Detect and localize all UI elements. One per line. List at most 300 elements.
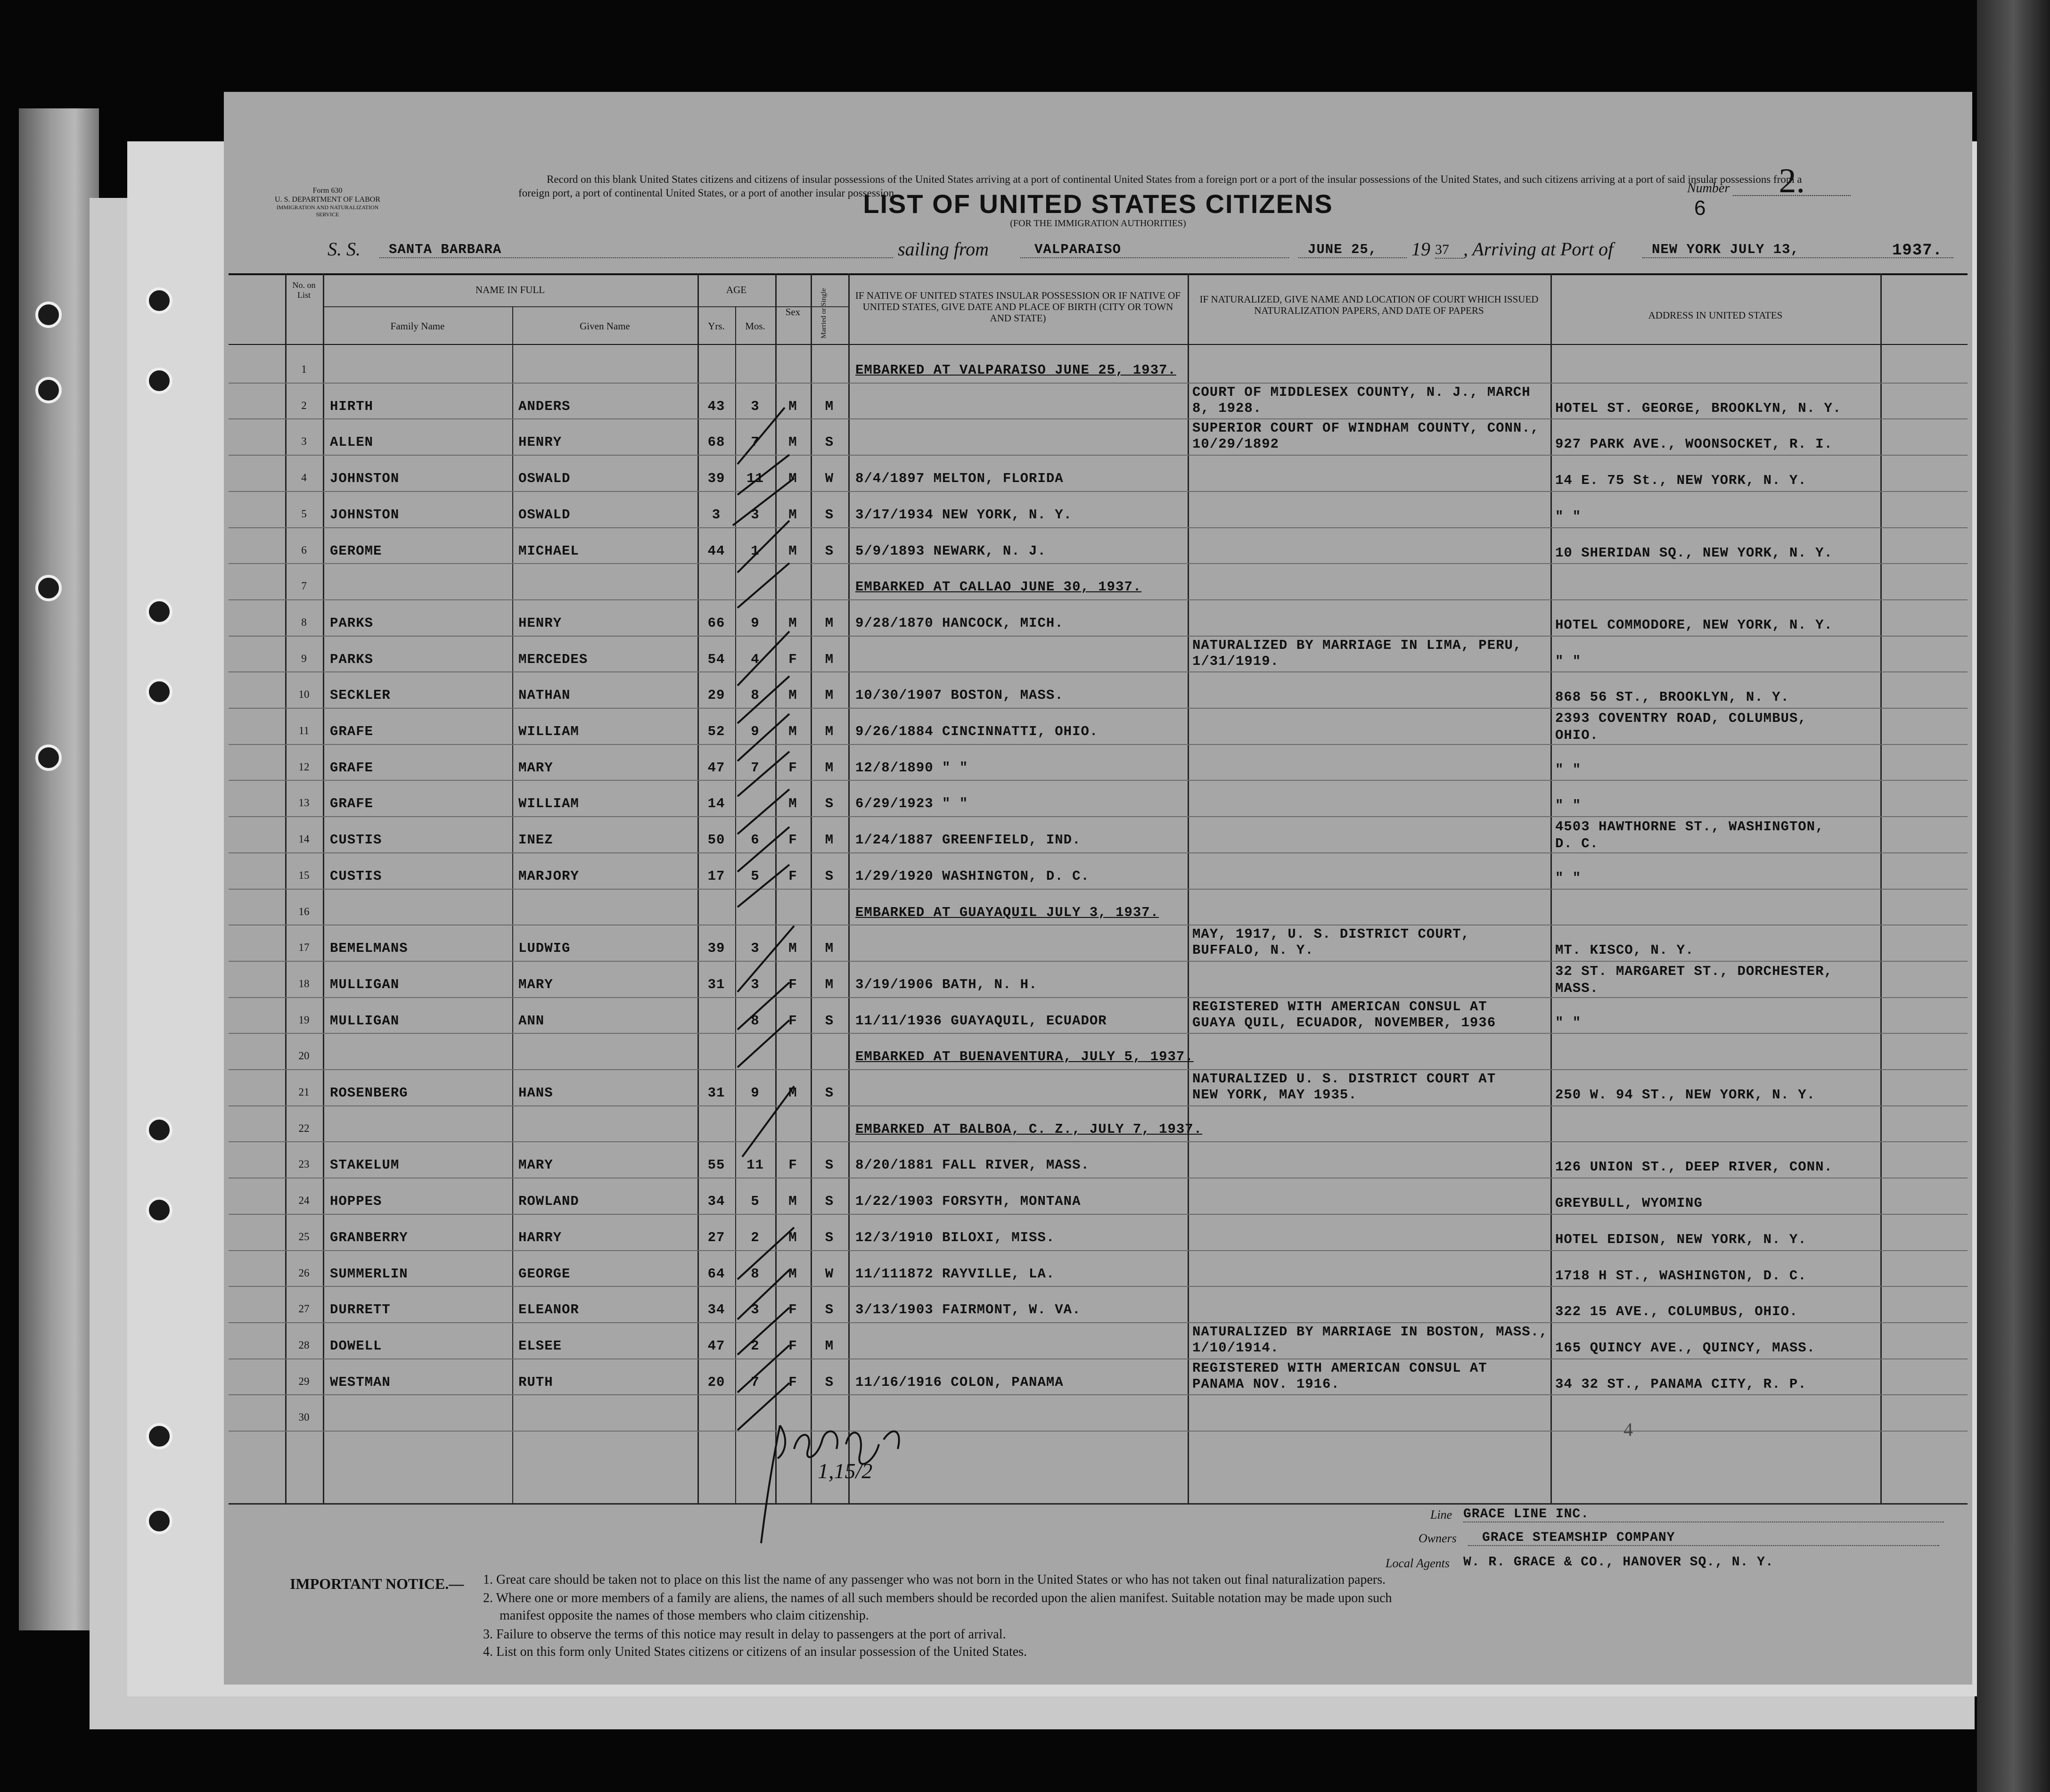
embarkation-heading: EMBARKED AT BALBOA, C. Z., JULY 7, 1937. <box>855 1121 1203 1137</box>
sex: M <box>788 941 797 957</box>
row-number: 3 <box>301 435 307 448</box>
header-bottom-border <box>229 344 1968 345</box>
birth-info: 10/30/1907 BOSTON, MASS. <box>855 687 1064 704</box>
row-number: 5 <box>301 507 307 520</box>
notice-4: 4. List on this form only United States citizens or citizens of an insular possession of the United States. <box>483 1645 1027 1659</box>
address-line-1: HOTEL EDISON, NEW YORK, N. Y. <box>1555 1231 1807 1247</box>
handwritten-note: 1,15/2 <box>818 1459 873 1483</box>
sex: M <box>788 796 797 812</box>
row-number: 6 <box>301 544 307 556</box>
address-line-1: 10 SHERIDAN SQ., NEW YORK, N. Y. <box>1555 545 1833 561</box>
agents-value: W. R. GRACE & CO., HANOVER SQ., N. Y. <box>1463 1555 1774 1570</box>
address-line-1: 927 PARK AVE., WOONSOCKET, R. I. <box>1555 436 1833 452</box>
marital-status: S <box>825 1374 834 1390</box>
address-line-1: 868 56 ST., BROOKLYN, N. Y. <box>1555 689 1789 705</box>
checkmark-column <box>719 393 827 1477</box>
marital-status: S <box>825 868 834 884</box>
age-years: 64 <box>707 1266 725 1282</box>
given-name: WILLIAM <box>518 724 579 739</box>
marital-status: W <box>825 1266 834 1282</box>
age-months: 3 <box>751 1302 760 1318</box>
birth-info: 11/111872 RAYVILLE, LA. <box>855 1266 1055 1282</box>
binder-hole <box>146 368 172 394</box>
age-years: 27 <box>707 1229 725 1245</box>
age-months: 3 <box>751 398 760 414</box>
row-number: 10 <box>298 688 310 701</box>
header-married-or-single: Married or Single <box>820 288 828 339</box>
birth-info: 12/3/1910 BILOXI, MISS. <box>855 1229 1055 1245</box>
sex: M <box>788 398 797 414</box>
embarkation-heading: EMBARKED AT GUAYAQUIL JULY 3, 1937. <box>855 904 1159 920</box>
marital-status: W <box>825 471 834 487</box>
family-name: ROSENBERG <box>330 1085 408 1101</box>
sex: F <box>788 1374 797 1390</box>
binder-hole <box>146 1197 172 1223</box>
row-number: 28 <box>298 1339 310 1351</box>
family-name: BEMELMANS <box>330 941 408 957</box>
right-binding-strip <box>1977 0 2050 1792</box>
age-months: 3 <box>751 941 760 957</box>
age-years: 17 <box>707 868 725 884</box>
family-name: HIRTH <box>330 398 374 414</box>
sex: F <box>788 1338 797 1354</box>
page-subtitle: (FOR THE IMMIGRATION AUTHORITIES) <box>1010 218 1186 229</box>
address-line-2: D. C. <box>1555 836 1599 852</box>
address-line-1: 1718 H ST., WASHINGTON, D. C. <box>1555 1268 1807 1284</box>
row-number: 26 <box>298 1267 310 1279</box>
given-name: LUDWIG <box>518 941 571 957</box>
row-divider <box>229 1358 1968 1359</box>
row-divider <box>229 1431 1968 1432</box>
birth-info: 9/26/1884 CINCINNATTI, OHIO. <box>855 724 1099 739</box>
sex: M <box>788 1229 797 1245</box>
sex: F <box>788 832 797 848</box>
row-divider <box>229 491 1968 492</box>
age-header-divider <box>697 306 775 307</box>
sex: M <box>788 615 797 631</box>
naturalization-line-2: 1/31/1919. <box>1192 653 1279 669</box>
row-number: 27 <box>298 1303 310 1315</box>
given-name: HENRY <box>518 434 562 450</box>
family-name: HOPPES <box>330 1194 382 1210</box>
left-binding-strip <box>19 108 99 1630</box>
age-months: 8 <box>751 687 760 704</box>
birth-info: 9/28/1870 HANCOCK, MICH. <box>855 615 1064 631</box>
address-line-1: " " <box>1555 798 1582 814</box>
given-name: MARJORY <box>518 868 579 884</box>
family-name: JOHNSTON <box>330 507 400 523</box>
birth-info: 12/8/1890 " " <box>855 760 968 776</box>
marital-status: S <box>825 543 834 559</box>
binder-hole <box>146 679 172 705</box>
age-months: 1 <box>751 543 760 559</box>
family-name: GRANBERRY <box>330 1229 408 1245</box>
given-name: GEORGE <box>518 1266 571 1282</box>
naturalization-line-2: 8, 1928. <box>1192 400 1262 416</box>
age-months: 5 <box>751 868 760 884</box>
sex: M <box>788 687 797 704</box>
address-line-2: MASS. <box>1555 980 1599 996</box>
naturalization-line-1: MAY, 1917, U. S. DISTRICT COURT, <box>1192 926 1470 942</box>
address-line-1: 322 15 AVE., COLUMBUS, OHIO. <box>1555 1304 1798 1320</box>
binder-hole <box>146 1423 172 1449</box>
row-number: 7 <box>301 580 307 592</box>
age-years: 29 <box>707 687 725 704</box>
age-months: 8 <box>751 1013 760 1029</box>
age-years: 31 <box>707 1085 725 1101</box>
family-name: GRAFE <box>330 760 374 776</box>
address-line-1: 14 E. 75 St., NEW YORK, N. Y. <box>1555 473 1807 489</box>
row-divider <box>229 997 1968 998</box>
address-line-1: 2393 COVENTRY ROAD, COLUMBUS, <box>1555 711 1807 726</box>
birth-info: 11/11/1936 GUAYAQUIL, ECUADOR <box>855 1013 1107 1029</box>
sex: F <box>788 651 797 667</box>
given-name: MICHAEL <box>518 543 579 559</box>
age-months: 11 <box>746 1157 764 1173</box>
marital-status: M <box>825 615 834 631</box>
given-name: ANDERS <box>518 398 571 414</box>
sex: M <box>788 1194 797 1210</box>
department: U. S. DEPARTMENT OF LABOR <box>275 196 380 204</box>
header-age: AGE <box>726 284 747 295</box>
family-name: SECKLER <box>330 687 391 704</box>
given-name: ANN <box>518 1013 545 1029</box>
ship-name: SANTA BARBARA <box>379 242 893 258</box>
row-divider <box>229 1250 1968 1251</box>
table-top-border <box>229 273 1968 275</box>
given-name: NATHAN <box>518 687 571 704</box>
address-line-1: HOTEL COMMODORE, NEW YORK, N. Y. <box>1555 617 1833 633</box>
given-name: RUTH <box>518 1374 553 1390</box>
sheet-number: 6 <box>1694 196 1706 220</box>
address-line-1: 165 QUINCY AVE., QUINCY, MASS. <box>1555 1340 1816 1356</box>
age-years: 20 <box>707 1374 725 1390</box>
birth-info: 8/4/1897 MELTON, FLORIDA <box>855 471 1064 487</box>
age-years: 34 <box>707 1302 725 1318</box>
sex: M <box>788 507 797 523</box>
family-name: CUSTIS <box>330 832 382 848</box>
age-years: 3 <box>712 507 721 523</box>
age-months: 7 <box>751 434 760 450</box>
family-name: WESTMAN <box>330 1374 391 1390</box>
age-months: 9 <box>751 615 760 631</box>
header-address: ADDRESS IN UNITED STATES <box>1648 310 1783 321</box>
sex: M <box>788 434 797 450</box>
address-line-1: " " <box>1555 870 1582 886</box>
birth-info: 3/17/1934 NEW YORK, N. Y. <box>855 507 1073 523</box>
family-name: MULLIGAN <box>330 1013 400 1029</box>
row-divider <box>229 636 1968 637</box>
row-divider <box>229 889 1968 890</box>
row-number: 23 <box>298 1158 310 1170</box>
row-divider <box>229 1141 1968 1142</box>
row-divider <box>229 599 1968 600</box>
age-years: 39 <box>707 941 725 957</box>
page-mark: 4 <box>1624 1419 1633 1440</box>
age-months: 5 <box>751 1194 760 1210</box>
address-line-1: 32 ST. MARGARET ST., DORCHESTER, <box>1555 963 1833 979</box>
row-number: 13 <box>298 797 310 809</box>
row-number: 20 <box>298 1050 310 1062</box>
naturalization-line-1: REGISTERED WITH AMERICAN CONSUL AT <box>1192 1360 1487 1376</box>
naturalization-line-1: NATURALIZED BY MARRIAGE IN BOSTON, MASS., <box>1192 1324 1548 1340</box>
family-name: CUSTIS <box>330 868 382 884</box>
sex: M <box>788 724 797 739</box>
notice-title: IMPORTANT NOTICE.— <box>290 1575 464 1592</box>
family-name: GEROME <box>330 543 382 559</box>
age-years: 50 <box>707 832 725 848</box>
row-divider <box>229 780 1968 781</box>
row-divider <box>229 455 1968 456</box>
address-line-1: 4503 HAWTHORNE ST., WASHINGTON, <box>1555 819 1824 835</box>
row-divider <box>229 744 1968 745</box>
row-divider <box>229 852 1968 853</box>
header-given-name: Given Name <box>580 320 630 332</box>
birth-info: 1/29/1920 WASHINGTON, D. C. <box>855 868 1090 884</box>
binder-hole <box>146 287 172 314</box>
age-months: 3 <box>751 976 760 992</box>
header-family-name: Family Name <box>390 320 445 332</box>
form-intro: Record on this blank United States citizens and citizens of insular possessions of the United States arriving at a port of continental United States from a foreign port or a port of the insular possessions of the United States, and such citizens arriving at a port of said insular possessions from a foreign port, a port of continental United States, or a port of another insular possession. <box>518 173 1802 199</box>
form-number: Form 630 <box>312 187 343 195</box>
header-name-in-full: NAME IN FULL <box>476 284 545 295</box>
address-line-1: 126 UNION ST., DEEP RIVER, CONN. <box>1555 1159 1833 1175</box>
age-years: 31 <box>707 976 725 992</box>
row-divider <box>229 418 1968 419</box>
sex: F <box>788 1157 797 1173</box>
row-number: 29 <box>298 1375 310 1387</box>
given-name: ELSEE <box>518 1338 562 1354</box>
family-name: GRAFE <box>330 796 374 812</box>
row-divider <box>229 1105 1968 1106</box>
given-name: HARRY <box>518 1229 562 1245</box>
naturalization-line-2: NEW YORK, MAY 1935. <box>1192 1087 1357 1103</box>
sex: M <box>788 1085 797 1101</box>
family-name: DOWELL <box>330 1338 382 1354</box>
age-months: 8 <box>751 1266 760 1282</box>
given-name: OSWALD <box>518 471 571 487</box>
sex: M <box>788 1266 797 1282</box>
age-years: 54 <box>707 651 725 667</box>
row-number: 14 <box>298 833 310 845</box>
family-name: MULLIGAN <box>330 976 400 992</box>
family-name: PARKS <box>330 651 374 667</box>
given-name: OSWALD <box>518 507 571 523</box>
address-line-1: MT. KISCO, N. Y. <box>1555 942 1694 958</box>
binder-hole <box>35 302 62 328</box>
family-name: GRAFE <box>330 724 374 739</box>
notice-1: 1. Great care should be taken not to place on this list the name of any passenger who was not born in the United States or who has not taken out final naturalization papers. <box>483 1572 1386 1587</box>
naturalization-line-2: 1/10/1914. <box>1192 1340 1279 1356</box>
embarkation-heading: EMBARKED AT BUENAVENTURA, JULY 5, 1937. <box>855 1049 1194 1065</box>
arrival-port-date: NEW YORK JULY 13, <box>1642 242 1953 258</box>
marital-status: M <box>825 760 834 776</box>
naturalization-line-1: REGISTERED WITH AMERICAN CONSUL AT <box>1192 998 1487 1015</box>
row-number: 9 <box>301 652 307 664</box>
age-months: 2 <box>751 1229 760 1245</box>
row-number: 15 <box>298 869 310 881</box>
marital-status: M <box>825 398 834 414</box>
row-number: 24 <box>298 1195 310 1207</box>
sex: F <box>788 1302 797 1318</box>
birth-info: 1/24/1887 GREENFIELD, IND. <box>855 832 1081 848</box>
naturalization-line-2: GUAYA QUIL, ECUADOR, NOVEMBER, 1936 <box>1192 1015 1496 1031</box>
line-value: GRACE LINE INC. <box>1463 1507 1944 1522</box>
sex: F <box>788 760 797 776</box>
marital-status: M <box>825 1338 834 1354</box>
naturalization-line-1: SUPERIOR COURT OF WINDHAM COUNTY, CONN., <box>1192 420 1540 436</box>
age-months: 2 <box>751 1338 760 1354</box>
number-value: 2. <box>1733 167 1851 196</box>
marital-status: S <box>825 1229 834 1245</box>
row-number: 18 <box>298 977 310 990</box>
marital-status: S <box>825 434 834 450</box>
header-mos: Mos. <box>745 320 765 332</box>
sailing-from-label: sailing from <box>898 238 989 260</box>
binder-hole <box>35 745 62 771</box>
owners-value: GRACE STEAMSHIP COMPANY <box>1468 1530 1939 1546</box>
row-divider <box>229 383 1968 384</box>
given-name: HANS <box>518 1085 553 1101</box>
given-name: MARY <box>518 760 553 776</box>
address-line-1: HOTEL ST. GEORGE, BROOKLYN, N. Y. <box>1555 400 1842 416</box>
age-years: 44 <box>707 543 725 559</box>
binder-hole <box>146 1117 172 1143</box>
embarkation-heading: EMBARKED AT CALLAO JUNE 30, 1937. <box>855 579 1142 595</box>
naturalization-line-1: COURT OF MIDDLESEX COUNTY, N. J., MARCH <box>1192 384 1531 400</box>
notice-2b: manifest opposite the names of those members who claim citizenship. <box>500 1608 869 1623</box>
tally-checkmarks <box>733 408 794 1430</box>
age-months: 9 <box>751 724 760 739</box>
family-name: JOHNSTON <box>330 471 400 487</box>
naturalization-line-1: NATURALIZED U. S. DISTRICT COURT AT <box>1192 1071 1496 1087</box>
sex: F <box>788 868 797 884</box>
marital-status: S <box>825 1302 834 1318</box>
birth-info: 3/13/1903 FAIRMONT, W. VA. <box>855 1302 1081 1318</box>
given-name: ELEANOR <box>518 1302 579 1318</box>
given-name: ROWLAND <box>518 1194 579 1210</box>
address-line-1: " " <box>1555 653 1582 669</box>
naturalization-line-2: 10/29/1892 <box>1192 436 1279 452</box>
marital-status: M <box>825 941 834 957</box>
marital-status: S <box>825 1157 834 1173</box>
naturalization-line-1: NATURALIZED BY MARRIAGE IN LIMA, PERU, <box>1192 637 1522 653</box>
age-years: 52 <box>707 724 725 739</box>
family-name: ALLEN <box>330 434 374 450</box>
row-number: 12 <box>298 761 310 773</box>
birth-info: 11/16/1916 COLON, PANAMA <box>855 1374 1064 1390</box>
embarkation-heading: EMBARKED AT VALPARAISO JUNE 25, 1937. <box>855 362 1176 378</box>
row-divider <box>229 563 1968 564</box>
family-name: PARKS <box>330 615 374 631</box>
row-divider <box>229 816 1968 817</box>
age-years: 55 <box>707 1157 725 1173</box>
row-divider <box>229 1322 1968 1323</box>
row-number: 4 <box>301 472 307 484</box>
row-divider <box>229 1394 1968 1395</box>
col-line <box>512 306 513 1504</box>
marital-status: M <box>825 651 834 667</box>
sex: M <box>788 471 797 487</box>
arriving-label: , Arriving at Port of <box>1463 238 1614 260</box>
binder-hole <box>35 575 62 601</box>
row-divider <box>229 1286 1968 1287</box>
header-sex: Sex <box>785 306 801 318</box>
address-line-1: " " <box>1555 1015 1582 1031</box>
sex: M <box>788 543 797 559</box>
marital-status: S <box>825 1194 834 1210</box>
row-number: 2 <box>301 399 307 411</box>
row-number: 1 <box>301 363 307 375</box>
row-number: 8 <box>301 616 307 628</box>
row-divider <box>229 527 1968 528</box>
row-number: 21 <box>298 1086 310 1098</box>
sex: F <box>788 976 797 992</box>
age-years: 14 <box>707 796 725 812</box>
row-divider <box>229 1214 1968 1215</box>
birth-info: 8/20/1881 FALL RIVER, MASS. <box>855 1157 1090 1173</box>
marital-status: S <box>825 507 834 523</box>
number-label: Number <box>1687 181 1730 196</box>
marital-status: S <box>825 1085 834 1101</box>
birth-info: 1/22/1903 FORSYTH, MONTANA <box>855 1194 1081 1210</box>
address-line-1: " " <box>1555 761 1582 777</box>
row-number: 22 <box>298 1122 310 1134</box>
ship-prefix: S. S. <box>328 238 361 260</box>
given-name: MARY <box>518 1157 553 1173</box>
age-years: 39 <box>707 471 725 487</box>
header-birth: IF NATIVE OF UNITED STATES INSULAR POSSESSION OR IF NATIVE OF UNITED STATES, GIVE DATE AND PLACE OF BIRTH (CITY OR TOWN AND STATE) <box>855 290 1181 324</box>
row-number: 11 <box>298 725 310 736</box>
marital-status: M <box>825 832 834 848</box>
age-years: 43 <box>707 398 725 414</box>
marital-status: M <box>825 687 834 704</box>
marital-status: M <box>825 976 834 992</box>
header-no-on-list: No. on List <box>292 280 316 300</box>
age-months: 6 <box>751 832 760 848</box>
address-line-2: OHIO. <box>1555 728 1599 743</box>
header-yrs: Yrs. <box>708 320 725 332</box>
age-months: 4 <box>751 651 760 667</box>
family-name: STAKELUM <box>330 1157 400 1173</box>
row-number: 16 <box>298 905 310 917</box>
departure-date: JUNE 25, <box>1298 242 1407 258</box>
given-name: HENRY <box>518 615 562 631</box>
address-line-1: GREYBULL, WYOMING <box>1555 1195 1703 1211</box>
given-name: MARY <box>518 976 553 992</box>
age-months: 7 <box>751 1374 760 1390</box>
birth-info: 3/19/1906 BATH, N. H. <box>855 976 1038 992</box>
address-line-1: 34 32 ST., PANAMA CITY, R. P. <box>1555 1376 1807 1392</box>
age-years: 34 <box>707 1194 725 1210</box>
age-years: 47 <box>707 1338 725 1354</box>
binder-hole <box>35 377 62 403</box>
address-line-1: " " <box>1555 508 1582 524</box>
line-label: Line <box>1430 1508 1452 1522</box>
binder-hole <box>146 1508 172 1534</box>
page-title: LIST OF UNITED STATES CITIZENS <box>863 189 1333 219</box>
given-name: MERCEDES <box>518 651 588 667</box>
notice-2a: 2. Where one or more members of a family are aliens, the names of all such members should be recorded upon the alien manifest. Suitable notation may be made upon such <box>483 1591 1392 1605</box>
agents-label: Local Agents <box>1386 1556 1450 1570</box>
naturalization-line-2: BUFFALO, N. Y. <box>1192 942 1314 958</box>
given-name: WILLIAM <box>518 796 579 812</box>
birth-info: 5/9/1893 NEWARK, N. J. <box>855 543 1046 559</box>
address-line-1: 250 W. 94 ST., NEW YORK, N. Y. <box>1555 1087 1816 1103</box>
age-months: 3 <box>751 507 760 523</box>
row-divider <box>229 1069 1968 1070</box>
arrival-year: 1937. <box>1892 242 1943 260</box>
